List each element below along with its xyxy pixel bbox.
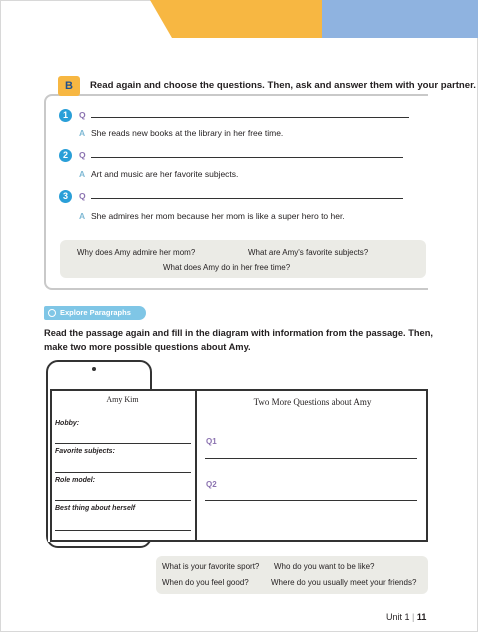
- answer-label: A: [79, 169, 86, 179]
- field-label-hobby: Hobby:: [55, 420, 80, 427]
- question-label: Q: [79, 110, 86, 120]
- questions-title: Two More Questions about Amy: [253, 397, 372, 407]
- question-label: Q: [79, 150, 86, 160]
- diagram-box: [50, 389, 428, 542]
- question-label: Q: [79, 191, 86, 201]
- question-label-q2: Q2: [206, 480, 217, 489]
- explore-paragraphs-tag: [44, 306, 146, 320]
- example-question: Who do you want to be like?: [274, 562, 375, 571]
- question-line-q2[interactable]: [205, 500, 417, 501]
- field-line-best-thing[interactable]: [55, 530, 191, 531]
- field-line-favorite-subjects[interactable]: [55, 472, 191, 473]
- section-b-instruction: Read again and choose the questions. Then, ask and answer them with your partner.: [90, 80, 476, 91]
- field-label-role-model: Role model:: [55, 477, 96, 484]
- phone-speaker-dot: [92, 367, 96, 371]
- page-number: 11: [416, 612, 427, 622]
- question-options-box: [60, 240, 426, 278]
- field-line-hobby[interactable]: [55, 443, 191, 444]
- example-question: When do you feel good?: [162, 578, 249, 587]
- question-number-1: 1: [59, 109, 72, 122]
- unit-label: Unit 1: [386, 612, 410, 622]
- example-question: What is your favorite sport?: [162, 562, 260, 571]
- explore-tag-label: Explore Paragraphs: [60, 308, 131, 317]
- circle-icon: [48, 309, 56, 317]
- field-label-favorite-subjects: Favorite subjects:: [55, 448, 115, 455]
- answer-text-2: Art and music are her favorite subjects.: [91, 169, 239, 179]
- example-question: Where do you usually meet your friends?: [271, 578, 417, 587]
- question-label-q1: Q1: [206, 437, 217, 446]
- option-question[interactable]: What does Amy do in her free time?: [163, 263, 291, 272]
- question-number-3: 3: [59, 190, 72, 203]
- header-banner-blue: [322, 0, 478, 38]
- question-answer-line-2[interactable]: [91, 157, 403, 158]
- answer-text-1: She reads new books at the library in her free time.: [91, 128, 284, 138]
- header-banner-orange: [150, 0, 322, 38]
- profile-title: Amy Kim: [106, 395, 139, 404]
- answer-label: A: [79, 128, 86, 138]
- explore-instruction: Read the passage again and fill in the diagram with information from the passage. Then, make two more possible questions about Amy.: [44, 328, 433, 352]
- field-line-role-model[interactable]: [55, 500, 191, 501]
- question-answer-line-1[interactable]: [91, 117, 409, 118]
- answer-text-3: She admires her mom because her mom is like a super hero to her.: [91, 211, 345, 221]
- diagram-divider: [195, 389, 197, 542]
- question-answer-line-3[interactable]: [91, 198, 403, 199]
- answer-label: A: [79, 211, 86, 221]
- field-label-best-thing: Best thing about herself: [55, 505, 136, 512]
- section-b-badge: B: [58, 76, 80, 96]
- option-question[interactable]: Why does Amy admire her mom?: [77, 248, 196, 257]
- option-question[interactable]: What are Amy's favorite subjects?: [248, 248, 369, 257]
- question-line-q1[interactable]: [205, 458, 417, 459]
- page-footer: Unit 1 | 11: [386, 612, 427, 622]
- question-number-2: 2: [59, 149, 72, 162]
